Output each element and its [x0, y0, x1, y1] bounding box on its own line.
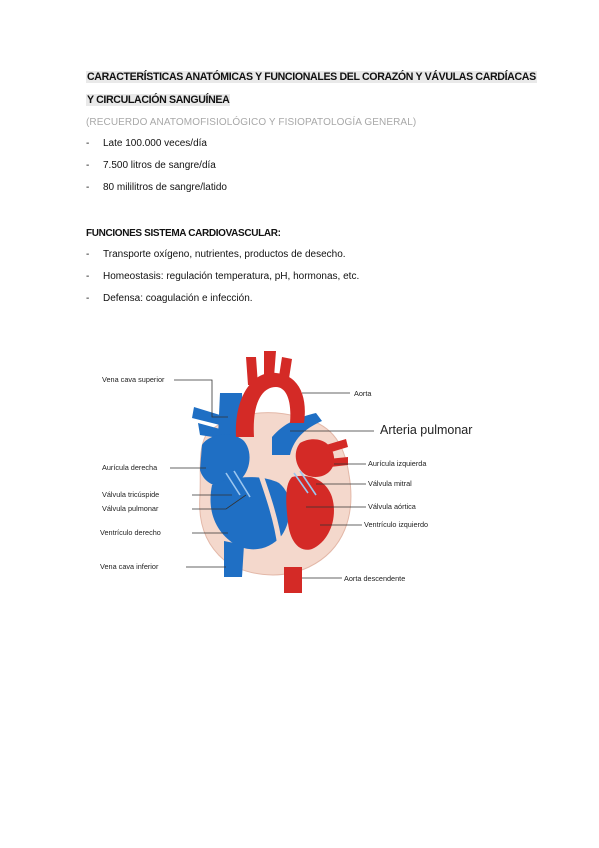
vena-cava-inferior-shape	[224, 541, 244, 577]
label-ventriculo-derecho: Ventrículo derecho	[100, 528, 161, 537]
label-aorta: Aorta	[354, 389, 372, 398]
label-valvula-tricuspide: Válvula tricúspide	[102, 490, 160, 499]
bullet-dash: -	[86, 138, 90, 149]
label-vena-cava-inferior: Vena cava inferior	[100, 562, 159, 571]
label-arteria-pulmonar: Arteria pulmonar	[380, 423, 473, 437]
label-auricula-izquierda: Aurícula izquierda	[368, 459, 427, 468]
list-item-text: Transporte oxígeno, nutrientes, productos de desecho.	[103, 249, 346, 260]
label-vena-cava-superior: Vena cava superior	[102, 375, 165, 384]
pulmonary-branch-left-shape	[192, 407, 220, 438]
bullet-dash: -	[86, 293, 90, 304]
bullet-dash: -	[86, 271, 90, 282]
document-subtitle: (RECUERDO ANATOMOFISIOLÓGICO Y FISIOPATOLOGÍA GENERAL)	[86, 117, 417, 128]
aorta-descending-shape	[284, 567, 302, 593]
label-aorta-descendente: Aorta descendente	[344, 574, 406, 583]
bullet-dash: -	[86, 160, 90, 171]
label-ventriculo-izquierdo: Ventrículo izquierdo	[364, 520, 429, 529]
heart-illustration	[192, 351, 351, 593]
label-valvula-mitral: Válvula mitral	[368, 479, 412, 488]
list-item-text: Homeostasis: regulación temperatura, pH, hormonas, etc.	[103, 271, 360, 282]
heart-anatomy-diagram	[94, 345, 494, 595]
functions-heading: FUNCIONES SISTEMA CARDIOVASCULAR:	[86, 228, 281, 239]
label-valvula-pulmonar: Válvula pulmonar	[102, 504, 159, 513]
list-item-text: Defensa: coagulación e infección.	[103, 293, 253, 304]
list-item-text: Late 100.000 veces/día	[103, 138, 207, 149]
bullet-dash: -	[86, 249, 90, 260]
list-item-text: 7.500 litros de sangre/día	[103, 160, 216, 171]
list-item-text: 80 mililitros de sangre/latido	[103, 182, 227, 193]
label-auricula-derecha: Aurícula derecha	[102, 463, 158, 472]
document-title-line-2: Y CIRCULACIÓN SANGUÍNEA	[87, 94, 230, 106]
document-title-line-1: CARACTERÍSTICAS ANATÓMICAS Y FUNCIONALES DEL CORAZÓN Y VÁVULAS CARDÍACAS	[87, 71, 536, 83]
label-valvula-aortica: Válvula aórtica	[368, 502, 416, 511]
bullet-dash: -	[86, 182, 90, 193]
